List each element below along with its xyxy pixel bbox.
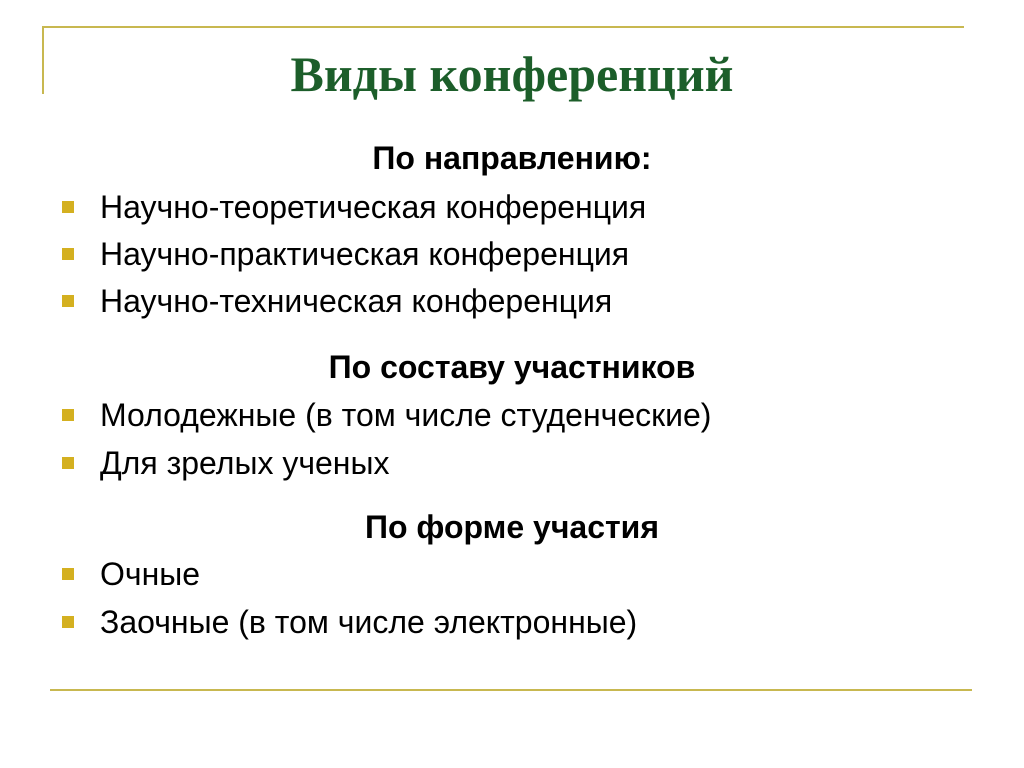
list-item-text: Научно-теоретическая конференция [100, 189, 647, 225]
list-item-text: Очные [100, 556, 201, 592]
square-bullet-icon [62, 568, 74, 580]
square-bullet-icon [62, 616, 74, 628]
list-item-text: Научно-практическая конференция [100, 236, 630, 272]
list-item [62, 187, 646, 227]
list-item [62, 602, 637, 642]
section-heading-participants: По составу участников [328, 349, 696, 385]
square-bullet-icon [62, 248, 74, 260]
list-item [62, 554, 200, 594]
slide-title: Виды конференций [290, 46, 734, 102]
list-item [62, 443, 389, 483]
square-bullet-icon [62, 409, 74, 421]
list-item [62, 234, 629, 274]
square-bullet-icon [62, 295, 74, 307]
list-item [62, 395, 711, 435]
square-bullet-icon [62, 201, 74, 213]
list-item-text: Заочные (в том числе электронные) [100, 604, 638, 640]
frame-top-line [42, 26, 964, 28]
square-bullet-icon [62, 457, 74, 469]
frame-bottom-line [50, 689, 972, 691]
section-heading-direction: По направлению: [372, 140, 652, 176]
list-item [62, 281, 612, 321]
list-item-text: Молодежные (в том числе студенческие) [100, 397, 712, 433]
list-item-text: Научно-техническая конференция [100, 283, 613, 319]
section-heading-form: По форме участия [364, 509, 660, 545]
list-item-text: Для зрелых ученых [100, 445, 390, 481]
